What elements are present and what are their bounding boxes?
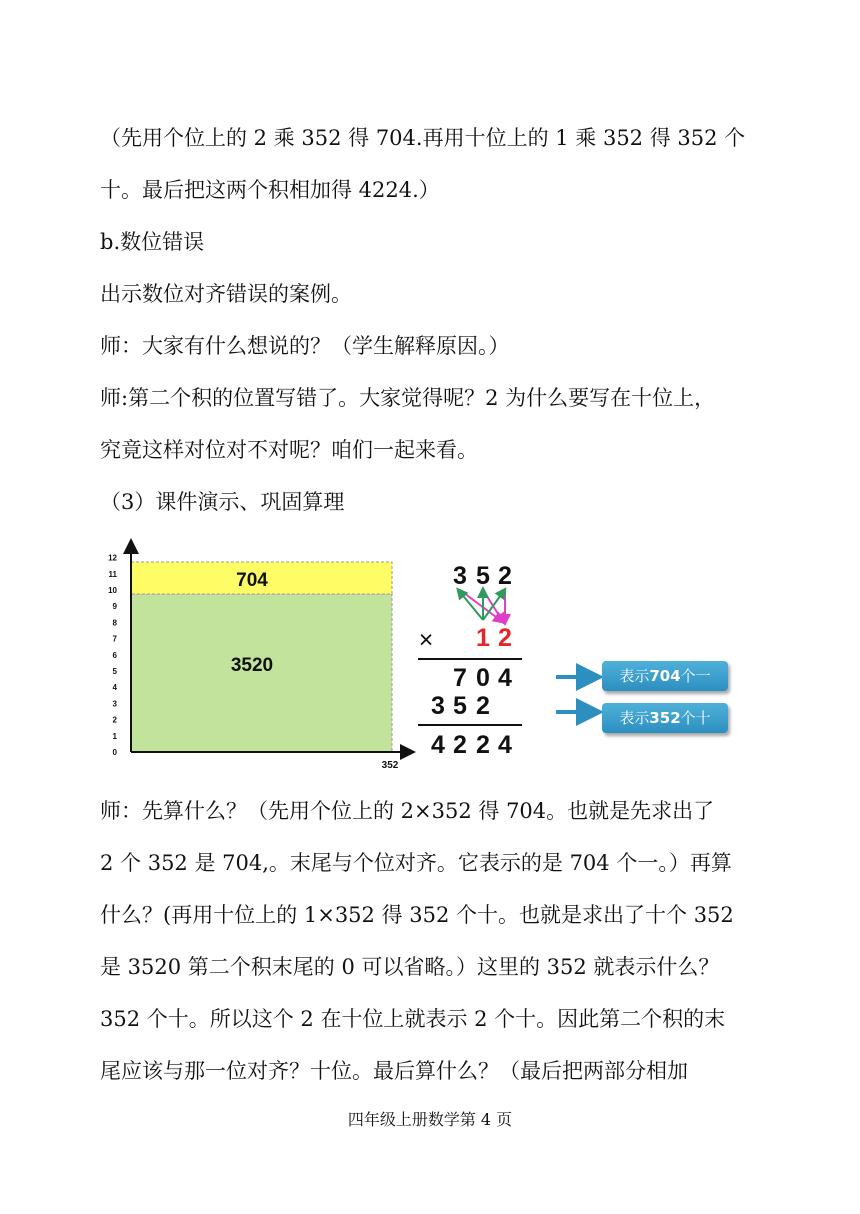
callout-tens-number: 352 [649,709,681,727]
partial-product-2-digit: 2 [476,692,490,720]
multiplicand-digit: 2 [498,562,512,590]
paragraph-line: 师：先算什么？（先用个位上的 2×352 得 704。也就是先求出了 [100,799,715,823]
y-tick-label: 0 [112,748,117,757]
y-tick-label: 6 [112,650,117,660]
y-tick-label: 10 [108,586,117,595]
multiplicand-digit: 3 [453,562,467,590]
paragraph-line: 究竟这样对位对不对呢？咱们一起来看。 [100,438,478,462]
result-digit: 4 [431,731,445,759]
y-tick-label: 11 [108,569,117,579]
y-tick-label: 12 [108,553,117,563]
multiplicand-digit: 5 [476,562,490,590]
callout-tens-suffix: 个十 [680,709,711,727]
multiplier-digit: 2 [498,624,512,652]
section-heading-3: （3）课件演示、巩固算理 [100,490,345,514]
paragraph-line: 352 个十。所以这个 2 在十位上就表示 2 个十。因此第二个积的末 [100,1007,726,1031]
y-tick-label: 7 [112,634,117,644]
y-tick-label: 2 [112,715,117,725]
multiplier-digit: 1 [476,624,490,652]
paragraph-line: 师：大家有什么想说的？（学生解释原因。） [100,334,510,358]
partial-product-1-digit: 4 [498,664,512,692]
paragraph-line: 是 3520 第二个积末尾的 0 可以省略。）这里的 352 就表示什么？ [100,955,720,979]
partial-product-1-digit: 7 [453,664,467,692]
paragraph-line: 出示数位对齐错误的案例。 [100,282,352,306]
callout-tens-prefix: 表示 [619,709,650,727]
y-tick-label: 1 [112,731,117,741]
area-bottom-label: 3520 [230,655,274,676]
paragraph-line: 十。最后把这两个积相加得 4224.） [100,178,440,202]
paragraph-line: 什么？(再用十位上的 1×352 得 352 个十。也就是求出了十个 352 [100,903,734,927]
courseware-figure [100,534,760,774]
paragraph-line: （先用个位上的 2 乘 352 得 704.再用十位上的 1 乘 352 得 352 个 [100,126,746,150]
y-tick-label: 4 [112,683,117,693]
page-footer: 四年级上册数学第 4 页 [347,1110,513,1129]
paragraph-line: 尾应该与那一位对齐？十位。最后算什么？（最后把两部分相加 [100,1059,688,1083]
x-axis-label: 352 [381,760,399,771]
partial-product-2-digit: 5 [453,692,467,720]
paragraph-line: 2 个 352 是 704,。末尾与个位对齐。它表示的是 704 个一。）再算 [100,851,732,875]
multiplication-arrows [460,590,505,620]
callout-ones-number: 704 [649,667,681,685]
y-tick-label: 8 [112,618,117,628]
callout-ones-prefix: 表示 [619,667,650,685]
partial-product-1-digit: 0 [476,664,490,692]
partial-product-2-digit: 3 [431,692,445,720]
callout-tens [602,703,728,733]
figure-svg [100,534,760,774]
result-digit: 4 [498,731,512,759]
area-top-label: 704 [236,570,268,591]
multiplication-sign: × [418,626,434,654]
result-digit: 2 [453,731,467,759]
callout-ones-suffix: 个一 [680,667,711,685]
result-digit: 2 [476,731,490,759]
section-heading-b: b.数位错误 [100,230,205,254]
callout-ones [602,661,728,691]
y-tick-label: 3 [112,699,117,709]
paragraph-line: 师:第二个积的位置写错了。大家觉得呢？2 为什么要写在十位上， [100,386,716,410]
y-tick-label: 5 [112,667,117,676]
y-tick-label: 9 [112,602,117,612]
